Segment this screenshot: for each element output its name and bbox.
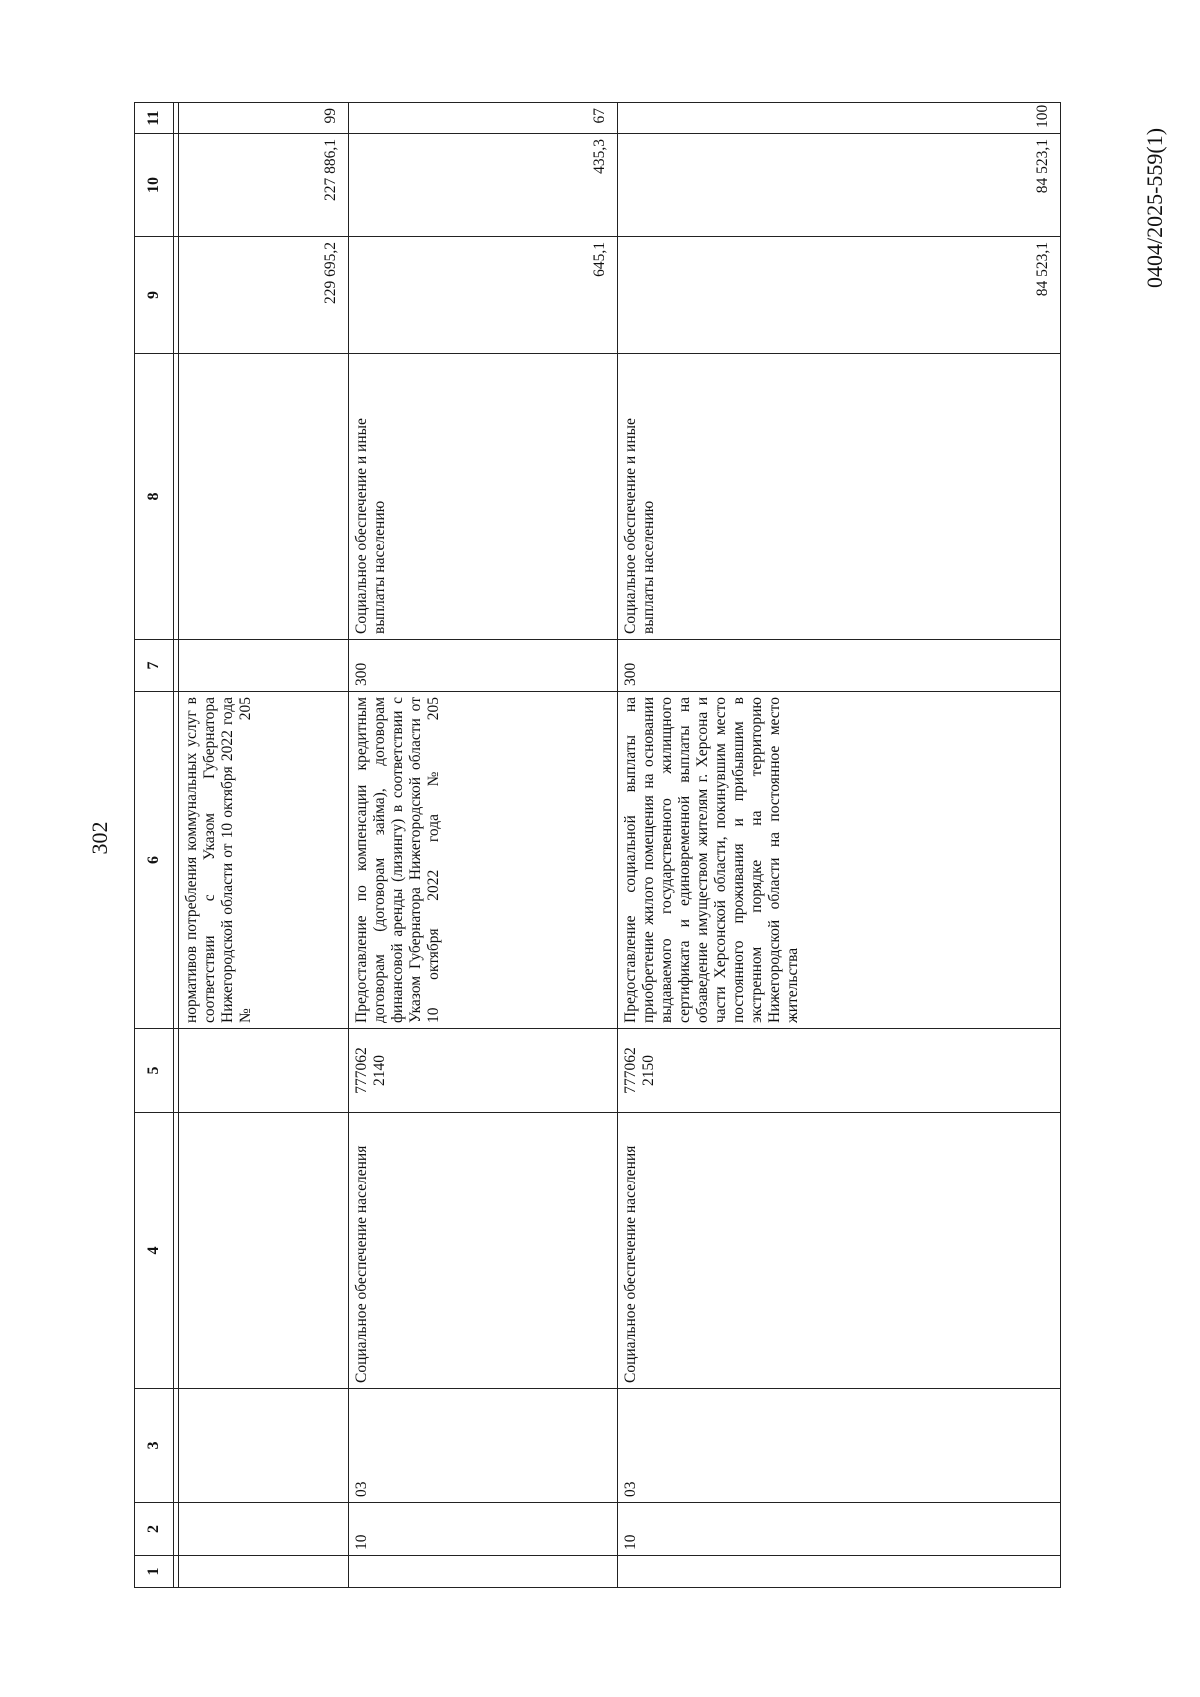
page-number: 302 [87,821,112,855]
column-numbers-row [135,103,174,1588]
description-text: Предоставление социальной выплаты на приобретение жилого помещения на основании выдаваемого государственного жилищного сертификата и единовременной выплаты на обзаведение имуществом жителям г. Херсона и части Херсонской области, покинувшим место постоянного проживания и прибывшим в экстренном порядке на территорию Нижегородской области на постоянное место жительства [621,697,801,1023]
cell-expense-type: 300 [617,640,1060,692]
column-number: 6 [135,692,174,1029]
cell-expense-name: Социальное обеспечение и иные выплаты населению [617,354,1060,640]
column-number: 10 [135,134,174,237]
cell-percent: 100 [617,103,1060,134]
column-number: 3 [135,1389,174,1503]
cell-expense-name [179,354,349,640]
code-part-2: 2140 [370,1055,388,1086]
code-part-1: 777062 [621,1047,639,1094]
cell-category: Социальное обеспечение населения [617,1113,1060,1389]
column-number: 1 [135,1556,174,1588]
cell-planned: 645,1 [348,237,617,354]
cell-percent: 99 [179,103,349,134]
cell-section: 10 [617,1503,1060,1556]
column-number: 11 [135,103,174,134]
cell-code [617,1029,1060,1113]
cell-section: 10 [348,1503,617,1556]
cell-percent: 67 [348,103,617,134]
cell-c1 [348,1556,617,1588]
cell-executed: 227 886,1 [179,134,349,237]
cell-expense-type: 300 [348,640,617,692]
cell-c1 [179,1556,349,1588]
cell-expense-type [179,640,349,692]
column-number: 9 [135,237,174,354]
cell-executed: 435,3 [348,134,617,237]
column-number: 2 [135,1503,174,1556]
cell-description [179,692,349,1029]
cell-c1 [617,1556,1060,1588]
column-number: 8 [135,354,174,640]
cell-code [348,1029,617,1113]
code-part-1: 777062 [352,1047,370,1094]
table-row [179,103,349,1588]
cell-subsection: 03 [348,1389,617,1503]
cell-subsection: 03 [617,1389,1060,1503]
table-row [617,103,1060,1588]
budget-table [134,102,1061,1588]
table-row [348,103,617,1588]
cell-section [179,1503,349,1556]
column-number: 5 [135,1029,174,1113]
code-part-2: 2150 [639,1055,657,1086]
cell-code [179,1029,349,1113]
column-number: 7 [135,640,174,692]
cell-planned: 229 695,2 [179,237,349,354]
cell-subsection [179,1389,349,1503]
cell-planned: 84 523,1 [617,237,1060,354]
budget-table-container [134,103,1061,1588]
description-text: нормативов потребления коммунальных услуг в соответствии с Указом Губернатора Нижегородской области от 10 октября 2022 года № 205 [183,697,255,1023]
cell-expense-name: Социальное обеспечение и иные выплаты населению [348,354,617,640]
cell-category [179,1113,349,1389]
cell-description [617,692,1060,1029]
cell-category: Социальное обеспечение населения [348,1113,617,1389]
cell-executed: 84 523,1 [617,134,1060,237]
document-code: 0404/2025-559(1) [1142,127,1167,289]
column-number: 4 [135,1113,174,1389]
cell-description [348,692,617,1029]
description-text: Предоставление по компенсации кредитным договорам (договорам займа), договорам финансовой аренды (лизингу) в соответствии с Указом Губернатора Нижегородской области от 10 октября 2022 года № 205 [352,697,442,1023]
